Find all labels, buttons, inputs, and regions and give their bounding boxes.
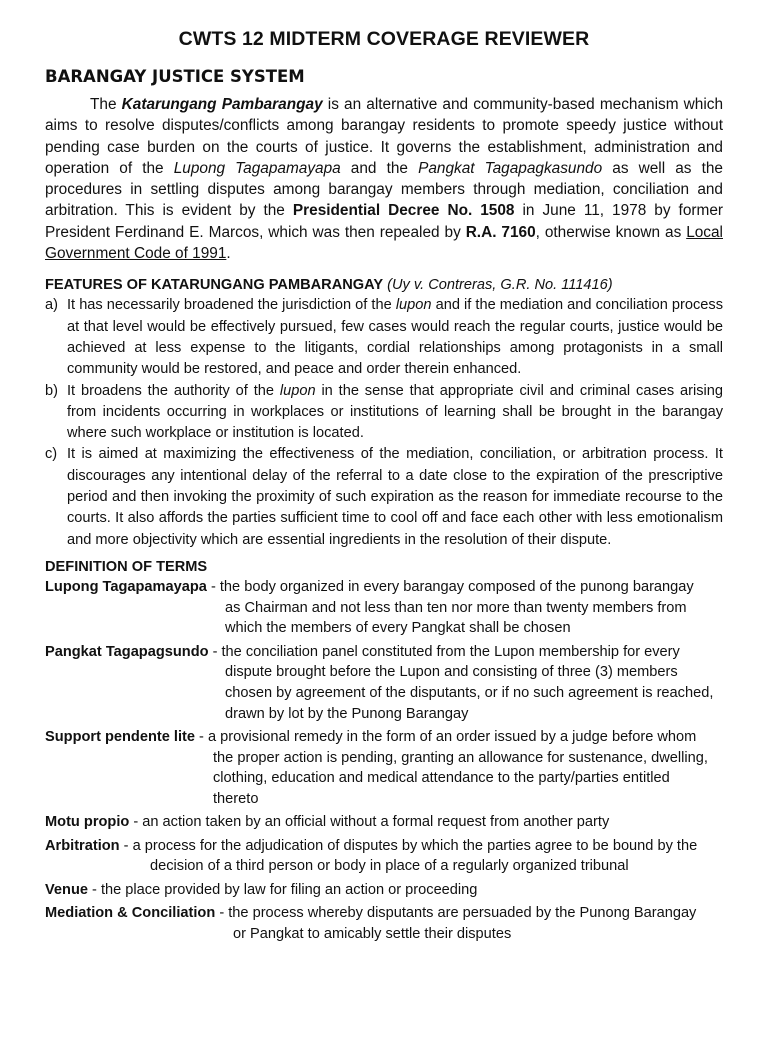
definition-mediation-conciliation [45, 903, 723, 944]
definition-text: as Chairman and not less than ten nor more than twenty members from [225, 599, 687, 616]
definition-text: dispute brought before the Lupon and consisting of three (3) members [225, 664, 678, 681]
definition-text: - an action taken by an official without a formal request from another party [129, 814, 610, 831]
definition-lupong-tagapamayapa [45, 577, 723, 639]
features-heading [45, 275, 723, 295]
definition-pangkat-tagapagsundo [45, 642, 723, 725]
definition-text: which the members of every Pangkat shall be chosen [225, 620, 571, 637]
definition-term: Venue [45, 881, 88, 898]
definition-text: - a process for the adjudication of disputes by which the parties agree to be bound by the [119, 837, 698, 854]
list-marker: b) [45, 382, 58, 399]
feature-text: It has necessarily broadened the jurisdiction of the [67, 297, 396, 314]
feature-text: It broadens the authority of the [67, 382, 280, 399]
definition-term: Arbitration [45, 837, 120, 854]
list-marker: c) [45, 446, 58, 463]
intro-paragraph [45, 94, 723, 264]
document-page [0, 28, 768, 1052]
definition-text: - the place provided by law for filing an action or proceeding [88, 881, 478, 898]
intro-text: is an alternative and community-based mechanism which aims to resolve disputes/conflicts among barangay residents to promote speedy justice without pending case burden on the courts of justice. It governs the establishment, administration and operation of the [45, 96, 724, 177]
intro-text: The [90, 96, 122, 113]
definition-text: thereto [213, 791, 259, 808]
definition-venue [45, 880, 723, 901]
definition-text: - the body organized in every barangay composed of the punong barangay [206, 578, 694, 595]
intro-text: , otherwise known as [535, 223, 687, 241]
definitions-heading: DEFINITION OF TERMS [45, 558, 208, 575]
features-citation: (Uy v. Contreras, G.R. No. 111416) [387, 277, 613, 294]
feature-text: and if the mediation and conciliation process at that level would be effectively pursued, few cases would reach the regular courts, justice would be achieved at less expense to the litigants, cordial relationships among protagonists in a small community would be restored, and peace and order therein enhanced. [67, 297, 723, 378]
definition-term: Motu propio [45, 814, 130, 831]
definition-text: the proper action is pending, granting an allowance for sustenance, dwelling, [213, 749, 708, 766]
definition-text: - a provisional remedy in the form of an order issued by a judge before whom [195, 729, 697, 746]
definition-term: Lupong Tagapamayapa [45, 578, 207, 595]
features-list [45, 295, 723, 551]
feature-text: It is aimed at maximizing the effectiveness of the mediation, conciliation, or arbitration process. It discourages any intentional delay of the referral to a date close to the expiration of the prescriptive period and then invoking the proximity of such expiration as the reason for immediate recourse to the courts. It also affords the parties sufficient time to cool off and face each other with less emotionalism and more objectivity which are essential ingredients in the resolution of their dispute. [67, 446, 723, 548]
features-title: FEATURES OF KATARUNGANG PAMBARANGAY [45, 277, 384, 294]
definition-text: or Pangkat to amicably settle their disputes [233, 925, 512, 942]
section-title: BARANGAY JUSTICE SYSTEM [45, 67, 305, 86]
term-pd-1508: Presidential Decree No. 1508 [292, 202, 515, 220]
feature-item-b [45, 381, 723, 445]
term-lupong-tagapamayapa: Lupong Tagapamayapa [173, 159, 341, 177]
definition-motu-propio [45, 812, 723, 833]
definition-term: Mediation & Conciliation [45, 905, 216, 922]
definition-text: - the conciliation panel constituted from the Lupon membership for every [208, 643, 680, 660]
definition-term: Pangkat Tagapagsundo [45, 643, 209, 660]
term-lupon: lupon [395, 297, 432, 314]
definition-arbitration [45, 836, 723, 877]
intro-text: as well as the procedures in settling disputes among barangay members through mediation, conciliation and arbitration. This is evident by the [45, 159, 723, 220]
feature-item-a [45, 295, 723, 380]
definition-text: decision of a third person or body in place of a regularly organized tribunal [150, 858, 629, 875]
feature-item-c [45, 444, 723, 550]
intro-text: . [226, 245, 231, 263]
term-katarungang-pambarangay: Katarungang Pambarangay [121, 96, 323, 113]
list-marker: a) [45, 297, 58, 314]
term-pangkat-tagapagkasundo: Pangkat Tagapagkasundo [418, 159, 603, 177]
definition-text: chosen by agreement of the disputants, or if no such agreement is reached, [225, 685, 714, 702]
definition-support-pendente-lite [45, 727, 723, 810]
definition-text: drawn by lot by the Punong Barangay [225, 705, 469, 722]
definition-term: Support pendente lite [45, 729, 195, 746]
intro-text: and the [340, 159, 419, 177]
term-local-government-code: Local Government Code of 1991 [45, 223, 723, 263]
term-lupon: lupon [279, 382, 316, 399]
feature-text: in the sense that appropriate civil and criminal cases arising from incidents occurring in workplaces or institutions of learning shall be brought in the barangay where such workplace or institution is located. [67, 382, 723, 442]
intro-text: in June 11, 1978 by former President Ferdinand E. Marcos, which was then repealed by [45, 202, 724, 241]
term-ra-7160: R.A. 7160 [465, 223, 536, 241]
document-title: CWTS 12 MIDTERM COVERAGE REVIEWER [178, 28, 590, 50]
definition-text: clothing, education and medical attendance to the party/parties entitled [213, 770, 670, 787]
definition-text: - the process whereby disputants are persuaded by the Punong Barangay [215, 905, 697, 922]
